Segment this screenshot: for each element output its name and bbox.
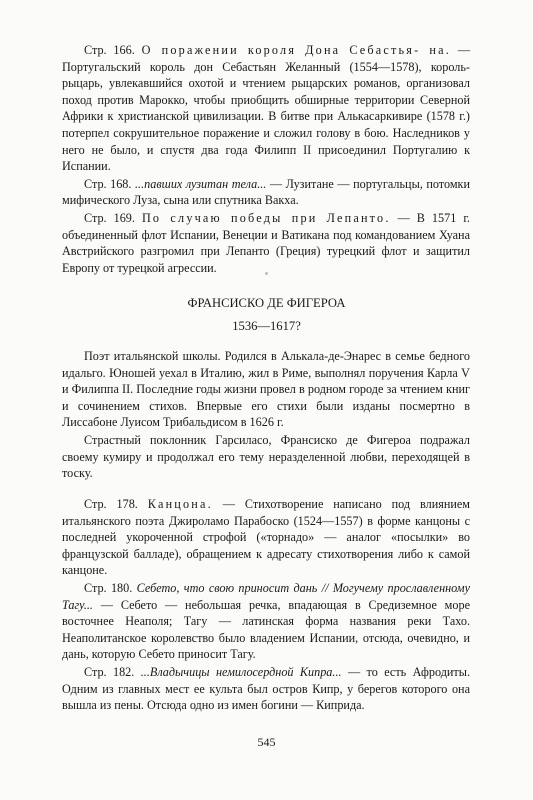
note-ref: Стр. 180. bbox=[84, 580, 137, 595]
note-169 bbox=[62, 210, 470, 276]
note-ref: Стр. 166. bbox=[84, 43, 142, 57]
note-quote: Себето, что свою приносит дань // Могучему прославленному Тагу... bbox=[62, 580, 470, 612]
note-166 bbox=[62, 42, 470, 175]
bio-paragraph: Поэт итальянской школы. Родился в Алькала-де-Энарес в семье бедного идальго. Юношей уехал в Италию, жил в Риме, выполнял поручения Карла V и Филиппа II. Последние годы жизни провел в родном городе за чтением книг и сочинением стихов. Впервые его стихи были изданы посмертно в Лиссабоне Луисом Трибальдисом в 1626 г. bbox=[62, 349, 470, 430]
note-title: О поражении короля Дона Себастья- на. bbox=[141, 43, 451, 57]
note-178 bbox=[62, 496, 470, 579]
note-text: — Португальский король дон Себастьян Желанный (1554—1578), король-рыцарь, увлекавшийся охотой и чтением рыцарских романов, организовал поход против Марокко, чтобы приобщить обширные территории Северной Африки к христианской цивилизации. В битве при Алькасаркивире (1578 г.) потерпел сокрушительное поражение и сложил голову в бою. Наследников у него не было, и спустя два года Филипп II присоединил Португалию к Испании. bbox=[62, 43, 471, 174]
note-ref: Стр. 178. bbox=[84, 497, 148, 511]
section-dates: 1536—1617? bbox=[232, 319, 301, 333]
note-ref: Стр. 169. bbox=[84, 210, 142, 225]
note-text: — Стихотворение написано под влиянием итальянского поэта Джироламо Парабоско (1524—1557) в форме канцоны с последней укороченной строфой («торнадо» — аналог «посылки» во французской балладе), обращением к адресату стихотворения либо к самой канцоне. bbox=[62, 497, 470, 578]
note-quote: ...Владычицы немилосердной Кипра... bbox=[140, 664, 342, 679]
note-182 bbox=[62, 664, 470, 714]
note-text: — то есть Афродиты. Одним из главных мест ее культа был остров Кипр, у берегов которого она вышла из пены. Отсюда одно из имен богини — Киприда. bbox=[62, 664, 470, 713]
section-divider bbox=[265, 272, 268, 275]
note-ref: Стр. 168. bbox=[84, 176, 135, 191]
note-ref: Стр. 182. bbox=[84, 664, 141, 679]
note-title: По случаю победы при Лепанто. bbox=[141, 210, 391, 225]
notes-top bbox=[62, 42, 470, 277]
note-text: — В 1571 г. объединенный флот Испании, Венеции и Ватикана под командованием Хуана Австрийского разгромил при Лепанто (Греция) турецкий флот и защитил Европу от турецкой агрессии. bbox=[62, 210, 470, 275]
note-168 bbox=[62, 176, 470, 209]
note-text: — Лузитане — португальцы, потомки мифического Луза, сына или спутника Вакха. bbox=[62, 176, 470, 208]
note-quote: ...павших лузитан тела... bbox=[135, 176, 267, 191]
notes-bottom bbox=[62, 496, 470, 715]
bio bbox=[62, 348, 470, 483]
note-text: — Себето — небольшая речка, впадающая в Средиземное море восточнее Неаполя; Тагу — латинская форма названия реки Тахо. Неаполитанское королевство было владением Испании, отсюда, очевидно, и дань, которую Себето приносит Тагу. bbox=[62, 597, 470, 662]
page-number: 545 bbox=[257, 735, 276, 749]
section-title: ФРАНСИСКО ДЕ ФИГЕРОА bbox=[187, 296, 346, 310]
bio-paragraph: Страстный поклонник Гарсиласо, Франсиско де Фигероа подражал своему кумиру и продолжал его тему неразделенной любви, переходящей в тоску. bbox=[62, 432, 470, 481]
note-title: Канцона. bbox=[147, 497, 213, 511]
note-180 bbox=[62, 580, 470, 663]
